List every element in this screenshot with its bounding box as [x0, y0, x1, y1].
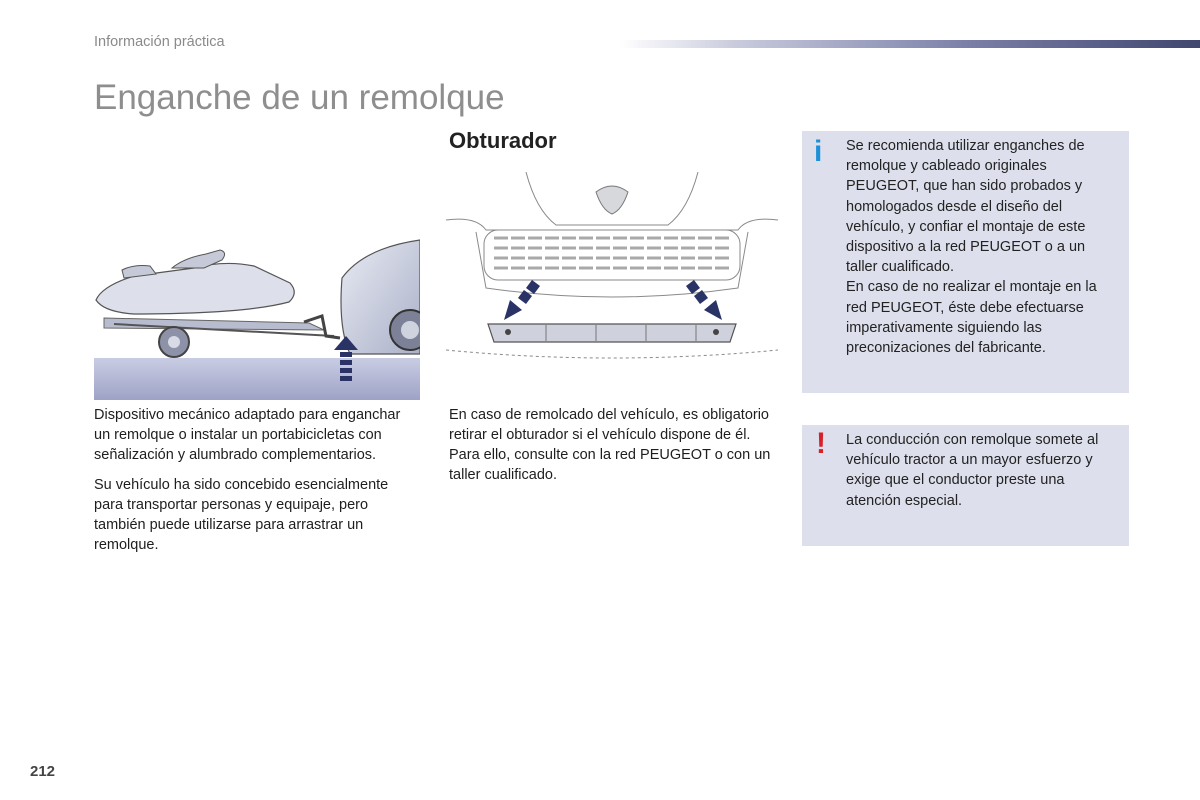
paragraph: Dispositivo mecánico adaptado para enganchar un remolque o instalar un portabicicletas con señalización y alumbrado complementarios. [94, 407, 401, 463]
info-note [802, 131, 1129, 393]
paragraph: Para ello, consulte con la red PEUGEOT o con un taller cualificado. [449, 447, 771, 483]
paragraph: En caso de remolcado del vehículo, es obligatorio retirar el obturador si el vehículo dispone de él. [449, 407, 769, 443]
header-bar [620, 40, 1200, 48]
left-column-text [94, 405, 414, 565]
towing-illustration [94, 238, 420, 400]
section-label: Información práctica [94, 34, 225, 50]
page-title: Enganche de un remolque [94, 78, 505, 117]
paragraph: En caso de no realizar el montaje en la red PEUGEOT, éste debe efectuarse imperativamente siguiendo las preconizaciones del fabricante. [846, 279, 1097, 357]
paragraph: Su vehículo ha sido concebido esencialmente para transportar personas y equipaje, pero también puede utilizarse para arrastrar un remolque. [94, 477, 389, 553]
info-note-text [846, 136, 1117, 358]
info-icon: i [814, 135, 823, 168]
middle-column-text [449, 405, 779, 495]
paragraph: Se recomienda utilizar enganches de remolque y cableado originales PEUGEOT, que han sido probados y homologados desde el diseño del vehículo, y confiar el montaje de este dispositivo a la red PEUGEOT o a un taller cualificado. [846, 138, 1086, 276]
section-subtitle: Obturador [449, 128, 557, 153]
warning-note [802, 425, 1129, 546]
warning-note-text [846, 430, 1117, 511]
bumper-cover-illustration [446, 170, 778, 370]
page-number: 212 [30, 763, 56, 780]
paragraph: La conducción con remolque somete al vehículo tractor a un mayor esfuerzo y exige que el conductor preste una atención especial. [846, 432, 1099, 509]
warning-icon: ! [816, 427, 826, 460]
